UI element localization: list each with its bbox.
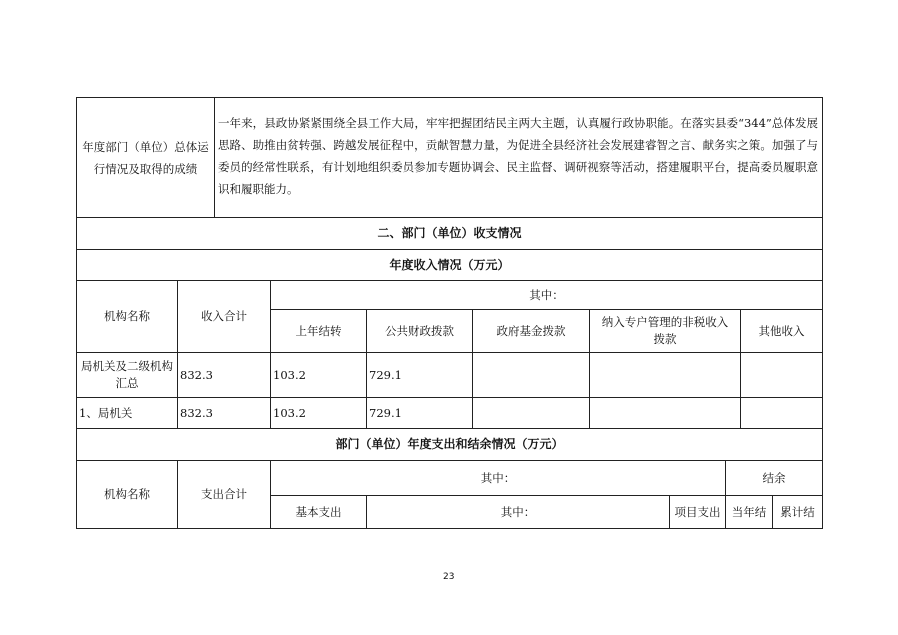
income-col-total: 收入合计 [201,309,247,323]
income-row-carry: 103.2 [273,367,306,382]
income-row-name: 局机关及二级机构汇总 [81,359,173,390]
income-of-which: 其中： [529,287,564,302]
summary-text: 一年来，县政协紧紧围绕全县工作大局，牢牢把握团结民主两大主题，认真履行政协职能。在落实县委“344”总体发展思路、助推由贫转强、跨越发展征程中，贡献智慧力量，为促进全县经济社会发展建睿智之言、献务实之策。加强了与委员的经常性联系，有计划地组织委员参加专题协调会、民主监督、调研视察等活动，搭建履职平台，提高委员履职意识和履职能力。 [218,116,818,196]
income-row-total: 832.3 [180,367,213,382]
income-row-name: 1、局机关 [79,405,133,420]
income-row-carry: 103.2 [273,405,306,420]
section2-title: 二、部门（单位）收支情况 [377,226,522,240]
page-number: 23 [443,572,455,582]
income-row-nontax [590,353,740,397]
income-row-other [741,353,822,397]
income-sub-carry: 上年结转 [295,323,342,338]
expense-balance: 结余 [762,470,786,485]
income-sub-other: 其他收入 [758,323,805,338]
expense-cumulative: 累计结 [780,504,815,519]
income-title: 年度收入情况（万元） [389,257,510,272]
income-sub-nontax: 纳入专户管理的非税收入拨款 [601,315,729,346]
income-sub-fund: 政府基金拨款 [496,323,566,338]
income-row-public: 729.1 [369,405,402,420]
income-row-fund [473,398,589,428]
expense-project: 项目支出 [674,504,721,519]
income-col-org: 机构名称 [104,309,150,323]
income-row-public: 729.1 [369,367,402,382]
summary-label: 年度部门（单位）总体运行情况及取得的成绩 [82,139,209,176]
expense-basic: 基本支出 [295,504,342,519]
expense-of-which: 其中： [480,470,516,485]
income-row-nontax [590,398,740,428]
expense-col-org: 机构名称 [104,487,150,501]
expense-current-year: 当年结 [731,504,767,519]
income-row-fund [473,353,589,397]
expense-of-which2: 其中： [500,504,536,519]
income-row-other [741,398,822,428]
expense-title: 部门（单位）年度支出和结余情况（万元） [335,437,564,451]
income-row-total: 832.3 [180,405,213,420]
income-sub-public: 公共财政拨款 [385,323,454,338]
expense-col-total: 支出合计 [201,487,247,501]
